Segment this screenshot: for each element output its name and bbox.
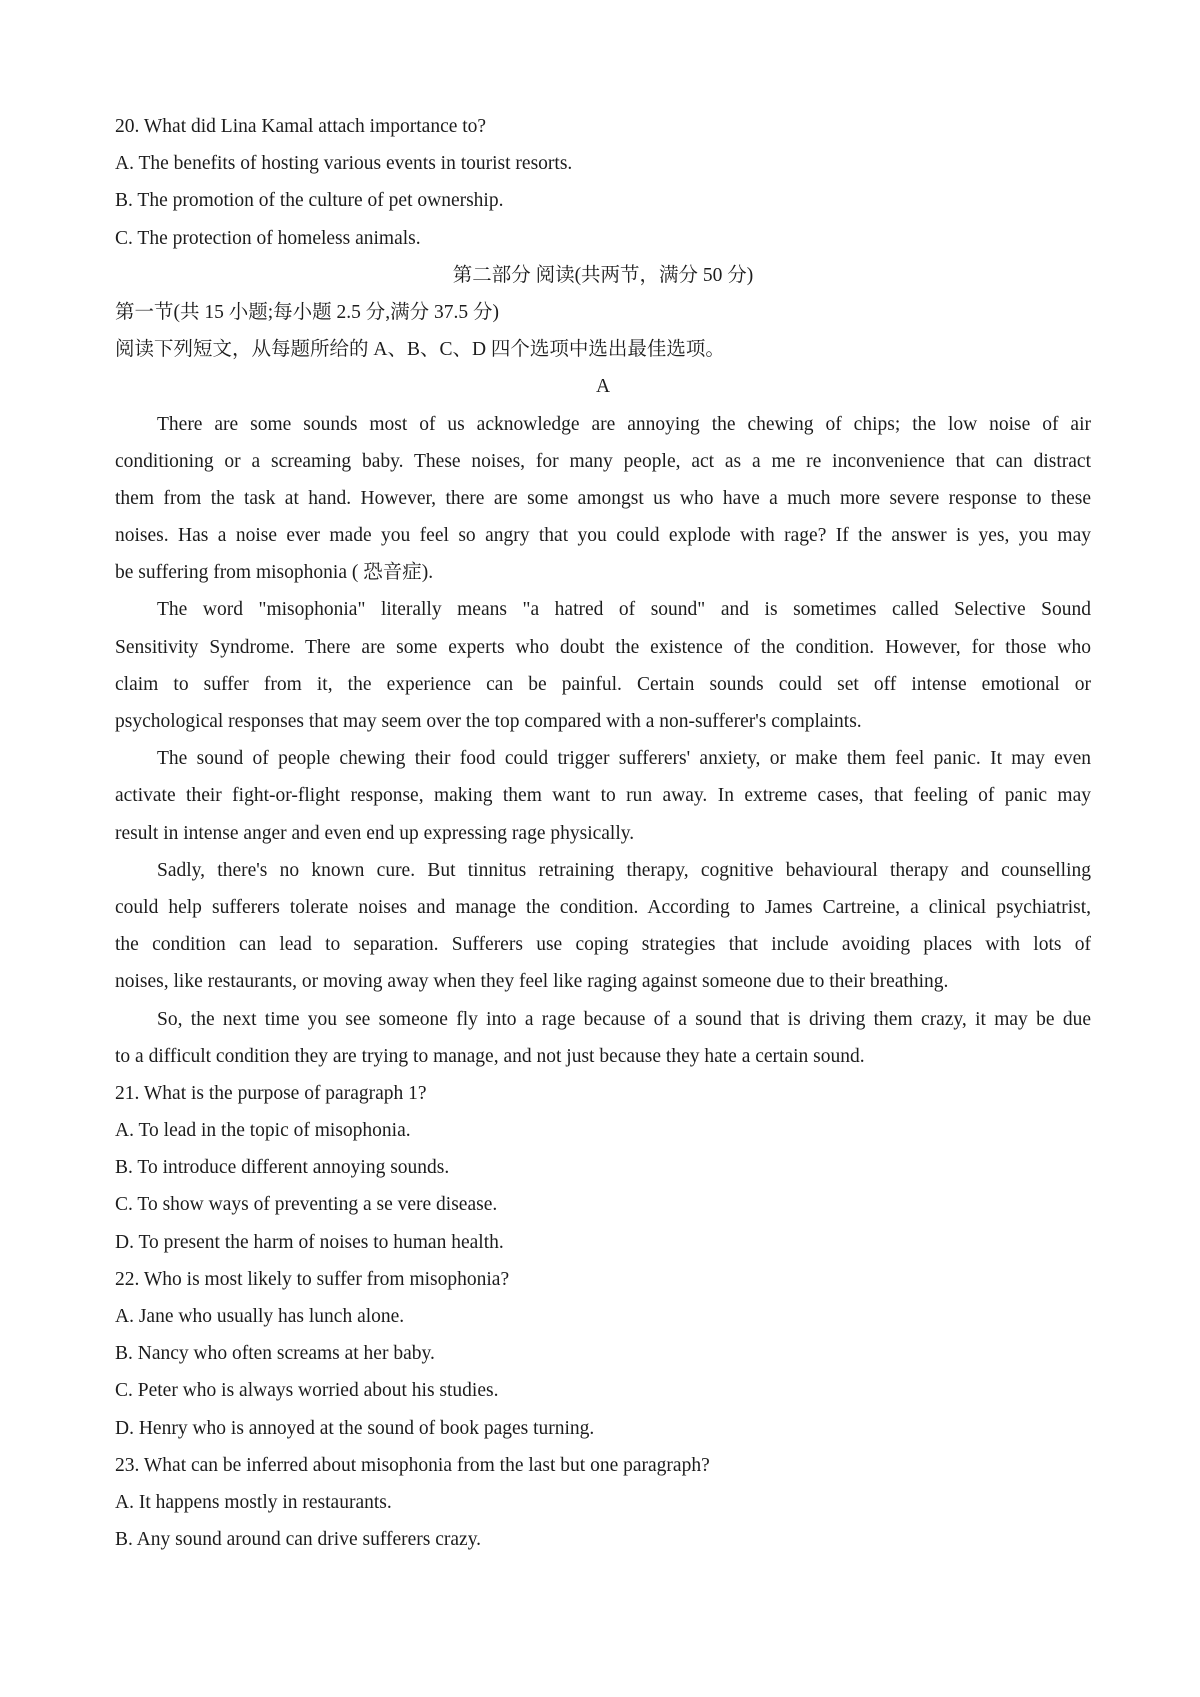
paragraph-line: Sensitivity Syndrome. There are some experts who doubt the existence of the condition. However, for those who: [115, 636, 1091, 658]
option-b: B. Any sound around can drive sufferers crazy.: [115, 1529, 482, 1551]
paragraph-line: them from the task at hand. However, there are some amongst us who have a much more severe response to these: [115, 487, 1091, 509]
paragraph-line: claim to suffer from it, the experience can be painful. Certain sounds could set off intense emotional or: [115, 673, 1091, 695]
question-stem: 20. What did Lina Kamal attach importance to?: [115, 116, 487, 137]
question-20: [115, 108, 1091, 257]
paragraph-1: [115, 406, 1091, 592]
option-c: C. To show ways of preventing a se vere disease.: [115, 1194, 498, 1216]
paragraph-line: The word "misophonia" literally means "a hatred of sound" and is sometimes called Selective Sound: [157, 599, 1091, 621]
option-b: B. The promotion of the culture of pet ownership.: [115, 190, 504, 212]
option-d: D. To present the harm of noises to human health.: [115, 1231, 504, 1253]
paragraph-line: noises, like restaurants, or moving away when they feel like raging against someone due to their breathing.: [115, 971, 949, 993]
passage: [115, 406, 1091, 1075]
option-b: B. To introduce different annoying sounds.: [115, 1157, 450, 1179]
question-22: [115, 1261, 1091, 1447]
subsection-title: 第一节(共 15 小题;每小题 2.5 分,满分 37.5 分): [115, 301, 500, 323]
passage-label: A: [595, 376, 611, 398]
paragraph-3: [115, 740, 1091, 852]
option-c: C. Peter who is always worried about his studies.: [115, 1380, 499, 1402]
paragraph-line: could help sufferers tolerate noises and manage the condition. According to James Cartreine, a clinical psychiatrist,: [115, 896, 1091, 918]
paragraph-line: psychological responses that may seem over the top compared with a non-sufferer's complaints.: [115, 711, 862, 732]
paragraph-2: [115, 591, 1091, 740]
paragraph-line: noises. Has a noise ever made you feel so angry that you could explode with rage? If the answer is yes, you may: [115, 525, 1091, 547]
option-a: A. It happens mostly in restaurants.: [115, 1491, 392, 1513]
paragraph-line: the condition can lead to separation. Sufferers use coping strategies that include avoiding places with lots of: [115, 934, 1091, 956]
question-21: [115, 1075, 1091, 1261]
paragraph-line: conditioning or a screaming baby. These noises, for many people, act as a me re inconvenience that can distract: [115, 450, 1091, 472]
question-stem: 22. Who is most likely to suffer from misophonia?: [115, 1268, 510, 1290]
question-stem: 21. What is the purpose of paragraph 1?: [115, 1082, 427, 1104]
paragraph-line: to a difficult condition they are trying to manage, and not just because they hate a certain sound.: [115, 1045, 865, 1067]
option-c: C. The protection of homeless animals.: [115, 227, 421, 249]
section-header: [115, 257, 1091, 406]
paragraph-line: There are some sounds most of us acknowledge are annoying the chewing of chips; the low noise of air: [157, 413, 1091, 435]
instruction-text: 阅读下列短文，从每题所给的 A、B、C、D 四个选项中选出最佳选项。: [115, 339, 725, 361]
paragraph-line: The sound of people chewing their food could trigger sufferers' anxiety, or make them feel panic. It may even: [157, 748, 1091, 770]
option-d: D. Henry who is annoyed at the sound of book pages turning.: [115, 1417, 595, 1439]
paragraph-line: Sadly, there's no known cure. But tinnitus retraining therapy, cognitive behavioural therapy and counselling: [157, 859, 1091, 881]
question-stem: 23. What can be inferred about misophonia from the last but one paragraph?: [115, 1454, 710, 1476]
paragraph-line: activate their fight-or-flight response, making them want to run away. In extreme cases, that feeling of panic may: [115, 785, 1091, 807]
question-23: [115, 1447, 1091, 1559]
option-a: A. Jane who usually has lunch alone.: [115, 1306, 405, 1327]
paragraph-4: [115, 852, 1091, 1001]
paragraph-line: So, the next time you see someone fly into a rage because of a sound that is driving them crazy, it may be due: [157, 1008, 1091, 1030]
paragraph-line: result in intense anger and even end up expressing rage physically.: [115, 822, 635, 844]
option-b: B. Nancy who often screams at her baby.: [115, 1343, 435, 1365]
paragraph-line: be suffering from misophonia ( 恐音症).: [115, 562, 434, 584]
page-content: [115, 108, 1091, 1558]
part-title: 第二部分 阅读(共两节，满分 50 分): [452, 264, 754, 286]
option-a: A. To lead in the topic of misophonia.: [115, 1120, 411, 1142]
paragraph-5: [115, 1001, 1091, 1075]
option-a: A. The benefits of hosting various events in tourist resorts.: [115, 153, 573, 175]
